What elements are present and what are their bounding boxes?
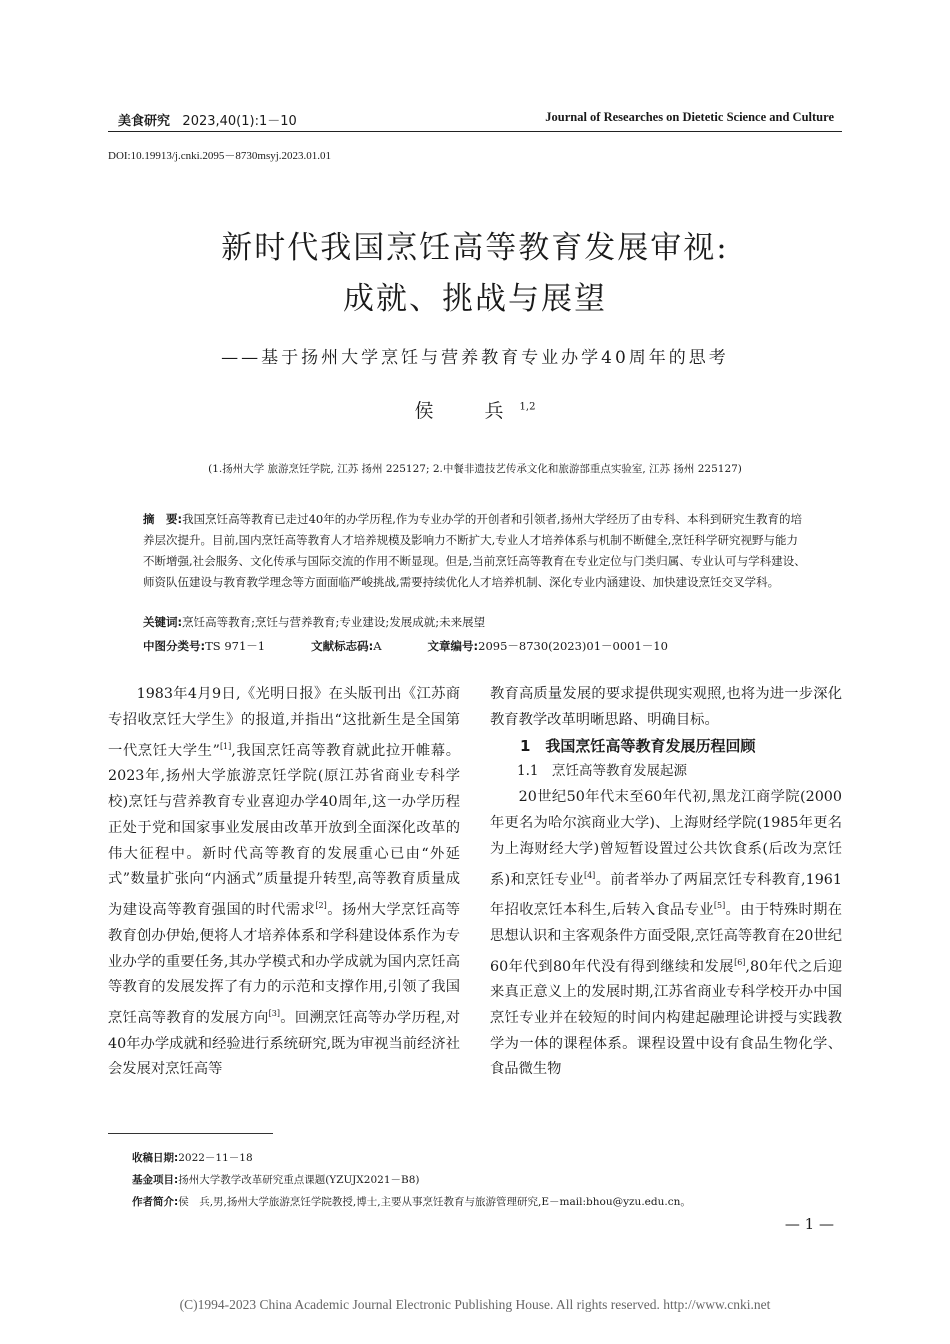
footnote-author-bio bbox=[132, 1194, 691, 1209]
footnote-received bbox=[132, 1150, 253, 1165]
footnote-fund bbox=[132, 1172, 420, 1187]
keywords-label: 关键词: bbox=[143, 615, 183, 629]
journal-name-en: Journal of Researches on Dietetic Science and Culture bbox=[545, 110, 834, 124]
classification-line bbox=[143, 638, 809, 654]
abstract bbox=[143, 509, 809, 593]
running-header-left bbox=[118, 110, 297, 129]
article-value: 2095－8730(2023)01－0001－10 bbox=[478, 639, 668, 653]
citation-ref[interactable]: [2] bbox=[315, 901, 327, 911]
body-paragraph bbox=[108, 682, 460, 1083]
document-code bbox=[311, 638, 381, 654]
abstract-text: 我国烹饪高等教育已走过40年的办学历程,作为专业办学的开创者和引领者,扬州大学经历了由专科、本科到研究生教育的培养层次提升。目前,国内烹饪高等教育人才培养规模及影响力不断扩大,专业人才培养体系与机制不断健全,烹饪科学研究视野与能力不断增强,社会服务、文化传承与国际交流的作用不断显现。但是,当前烹饪高等教育在专业定位与门类归属、专业认可与学科建设、师资队伍建设与教育教学理念等方面面临严峻挑战,需要持续优化人才培养机制、深化专业内涵建设、加快建设烹饪交叉学科。 bbox=[143, 512, 806, 589]
bio-value: 侯 兵,男,扬州大学旅游烹饪学院教授,博士,主要从事烹饪教育与旅游管理研究,E－mail:bhou@yzu.edu.cn。 bbox=[178, 1196, 691, 1208]
article-id bbox=[428, 638, 668, 654]
body-right-column bbox=[490, 682, 842, 1083]
copyright-watermark: (C)1994-2023 China Academic Journal Electronic Publishing House. All rights reserved. http://www.cnki.net bbox=[179, 1297, 771, 1312]
author-affiliation-sup: 1,2 bbox=[519, 401, 536, 413]
title-line-1: 新时代我国烹饪高等教育发展审视: bbox=[221, 230, 729, 266]
title-line-2: 成就、挑战与展望 bbox=[343, 281, 607, 317]
fund-value: 扬州大学教学改革研究重点课题(YZUJX2021－B8) bbox=[178, 1174, 420, 1186]
received-label: 收稿日期: bbox=[132, 1152, 179, 1164]
section-heading: 1 我国烹饪高等教育发展历程回顾 bbox=[520, 736, 756, 755]
citation-ref[interactable]: [1] bbox=[219, 741, 232, 751]
clc-number bbox=[143, 638, 265, 654]
body-text: 1983年4月9日,《光明日报》在头版刊出《江苏商专招收烹饪大学生》的报道,并指出“这批新生是全国第一代烹饪大学生” bbox=[108, 686, 460, 759]
body-text: 。前者举办了两届烹饪专科教育,1961年招收烹饪本科生,后转入食品专业 bbox=[490, 871, 842, 918]
page-number: — 1 — bbox=[784, 1215, 834, 1233]
citation-ref[interactable]: [3] bbox=[268, 1009, 280, 1019]
body-text: 20世纪50年代末至60年代初,黑龙江商学院(2000年更名为哈尔滨商业大学)、上海财经学院(1985年更名为上海财经大学)曾短暂设置过公共饮食系(后改为烹饪系)和烹饪专业 bbox=[490, 789, 842, 888]
body-text: 。扬州大学烹饪高等教育创办伊始,便将人才培养体系和学科建设体系作为专业办学的重要任务,其办学模式和办学成就为国内烹饪高等教育的发展发挥了有力的示范和支撑作用,引领了我国烹饪高等教育的发展方向 bbox=[108, 901, 461, 1026]
keywords-text: 烹饪高等教育;烹饪与营养教育;专业建设;发展成就;未来展望 bbox=[182, 615, 486, 629]
subtitle: ——基于扬州大学烹饪与营养教育专业办学40周年的思考 bbox=[221, 348, 729, 368]
article-label: 文章编号: bbox=[427, 639, 479, 653]
footnote-rule bbox=[108, 1133, 273, 1134]
keywords bbox=[143, 614, 485, 630]
body-text: 。回溯烹饪高等办学历程,对40年办学成就和经验进行系统研究,既为审视当前经济社会发展对烹饪高等 bbox=[108, 1009, 461, 1078]
body-paragraph-continued: 教育高质量发展的要求提供现实观照,也将为进一步深化教育教学改革明晰思路、明确目标。 bbox=[490, 686, 842, 728]
affiliation: (1.扬州大学 旅游烹饪学院, 江苏 扬州 225127; 2.中餐非遗技艺传承文化和旅游部重点实验室, 江苏 扬州 225127) bbox=[208, 463, 742, 475]
fund-label: 基金项目: bbox=[132, 1174, 179, 1186]
abstract-label: 摘 要: bbox=[143, 512, 183, 526]
bio-label: 作者简介: bbox=[132, 1196, 179, 1208]
citation-ref[interactable]: [5] bbox=[713, 901, 726, 911]
citation-ref[interactable]: [6] bbox=[734, 957, 746, 967]
clc-value: TS 971－1 bbox=[205, 639, 266, 653]
body-text: ,80年代之后迎来真正意义上的发展时期,江苏省商业专科学校开办中国烹饪专业并在较短的时间内构建起融理论讲授与实践教学为一体的课程体系。课程设置中设有食品生物化学、食品微生物 bbox=[490, 958, 842, 1078]
body-paragraph bbox=[490, 785, 842, 1083]
doc-value: A bbox=[373, 639, 382, 653]
citation-ref[interactable]: [4] bbox=[583, 870, 596, 880]
doi: DOI:10.19913/j.cnki.2095－8730msyj.2023.01.01 bbox=[108, 150, 332, 162]
author bbox=[0, 396, 950, 423]
body-text: ,我国烹饪高等教育就此拉开帷幕。2023年,扬州大学旅游烹饪学院(原江苏省商业专科学校)烹饪与营养教育专业喜迎办学40周年,这一办学历程正处于党和国家事业发展由改革开放到全面深化改革的伟大征程中。新时代高等教育的发展重心已由“外延式”数量扩张向“内涵式”质量提升转型,高等教育质量成为建设高等教育强国的时代需求 bbox=[108, 742, 461, 918]
doc-label: 文献标志码: bbox=[311, 639, 374, 653]
subsection-heading: 1.1 烹饪高等教育发展起源 bbox=[517, 763, 687, 780]
body-left-column bbox=[108, 682, 460, 1083]
body-text: 。由于特殊时期在思想认识和主客观条件方面受限,烹饪高等教育在20世纪60年代到80年代没有得到继续和发展 bbox=[490, 901, 843, 975]
clc-label: 中图分类号: bbox=[143, 639, 206, 653]
journal-citation: 2023,40(1):1－10 bbox=[182, 114, 297, 129]
received-value: 2022－11－18 bbox=[178, 1152, 253, 1164]
header-rule bbox=[108, 131, 842, 132]
journal-name-cn: 美食研究 bbox=[118, 114, 171, 129]
author-name: 侯 兵 bbox=[414, 400, 520, 422]
